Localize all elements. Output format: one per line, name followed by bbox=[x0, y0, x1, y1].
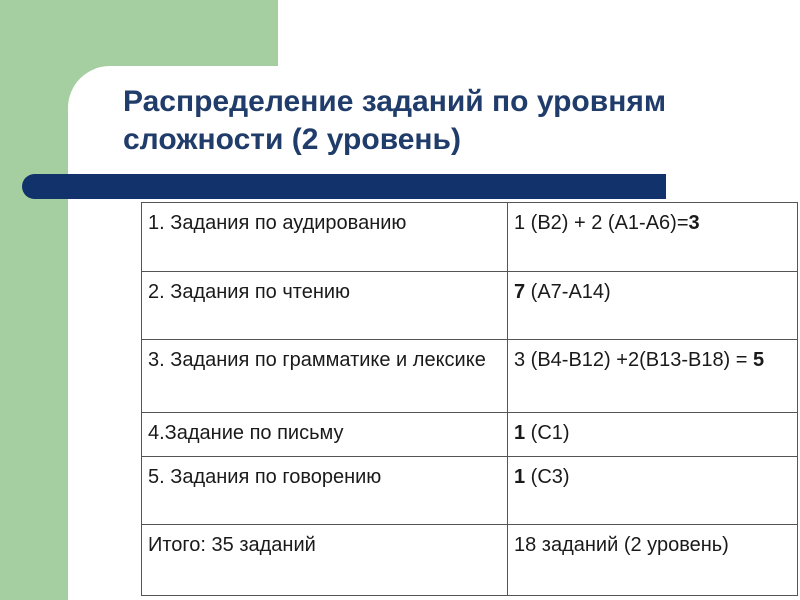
row-label: Итого: 35 заданий bbox=[142, 525, 508, 596]
value-text: 18 заданий (2 уровень) bbox=[514, 534, 729, 556]
value-text: (А7-А14) bbox=[525, 281, 611, 303]
row-value bbox=[508, 340, 798, 413]
row-value bbox=[508, 203, 798, 272]
title-underline-bar bbox=[22, 174, 666, 199]
value-text: (С1) bbox=[525, 422, 570, 444]
row-value bbox=[508, 525, 798, 596]
value-text: (С3) bbox=[525, 466, 570, 488]
row-value bbox=[508, 457, 798, 525]
value-count: 1 bbox=[514, 422, 526, 444]
row-label: 4.Задание по письму bbox=[142, 413, 508, 457]
task-distribution-table bbox=[141, 202, 798, 596]
table-row bbox=[142, 525, 798, 596]
row-label: 2. Задания по чтению bbox=[142, 272, 508, 340]
value-count: 7 bbox=[514, 281, 526, 303]
value-count: 5 bbox=[753, 349, 765, 371]
row-value bbox=[508, 272, 798, 340]
value-count: 3 bbox=[688, 212, 700, 234]
table-row bbox=[142, 203, 798, 272]
table-row bbox=[142, 340, 798, 413]
row-label: 5. Задания по говорению bbox=[142, 457, 508, 525]
row-label: 3. Задания по грамматике и лексике bbox=[142, 340, 508, 413]
value-text: 1 (В2) + 2 (А1-А6)= bbox=[514, 212, 689, 234]
slide-title: Распределение заданий по уровням сложности (2 уровень) bbox=[123, 85, 667, 156]
table-row bbox=[142, 413, 798, 457]
row-value bbox=[508, 413, 798, 457]
value-count: 1 bbox=[514, 466, 526, 488]
table-row bbox=[142, 272, 798, 340]
table-row bbox=[142, 457, 798, 525]
value-text: 3 (В4-В12) +2(В13-В18) = bbox=[514, 349, 754, 371]
row-label: 1. Задания по аудированию bbox=[142, 203, 508, 272]
